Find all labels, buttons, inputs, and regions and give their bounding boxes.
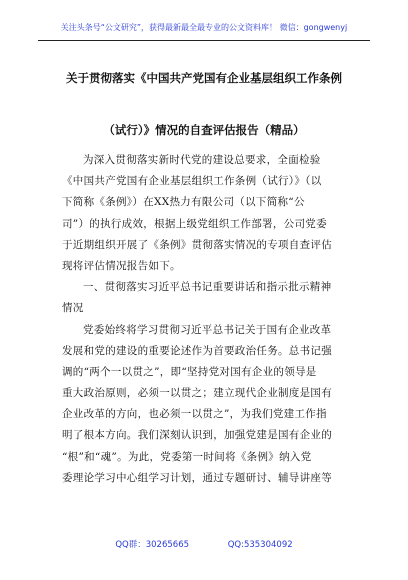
body-line: 《中国共产党国有企业基层组织工作条例（试行）》（以 [62, 175, 322, 188]
body-line: 明了根本方向。我们深刻认识到，加强党建是国有企业的 [62, 429, 332, 442]
body-line: 司”）的执行成效，根据上级党组织工作部署，公司党委 [62, 217, 327, 230]
body-line: 于近期组织开展了《条例》贯彻落实情况的专项自查评估 [62, 238, 332, 251]
footer-qq-number: QQ:535304092 [227, 540, 293, 550]
body-line: 调的“两个一以贯之”，即“坚持党对国有企业的领导是 [62, 365, 317, 378]
document-title-line-2: （试行）》情况的自查评估报告（精品） [103, 123, 305, 137]
body-line: “根”和“魂”。为此，党委第一时间将《条例》纳入党 [62, 450, 312, 463]
section-heading-line: 一、贯彻落实习近平总书记重要讲话和指示批示精神 [83, 281, 332, 294]
body-line: 党委始终将学习贯彻习近平总书记关于国有企业改革 [83, 323, 332, 336]
body-line: 现将评估情况报告如下。 [62, 259, 181, 272]
header-divider [38, 40, 370, 41]
body-line: 为深入贯彻落实新时代党的建设总要求，全面检验 [83, 154, 321, 166]
body-line: 下简称《条例》）在XX热力有限公司（以下简称“公 [62, 196, 305, 209]
header-promo-note: 关注头条号“公文研究”，获得最新最全最专业的公文资料库！ 微信：gongwenyj [60, 23, 348, 32]
body-line: 发展和党的建设的重要论述作为首要政治任务。总书记强 [62, 344, 332, 357]
footer-qq-group: QQ群：30265665 [115, 540, 190, 550]
body-line: 重大政治原则，必须一以贯之；建立现代企业制度是国有 [62, 387, 332, 400]
document-title-line-1: 关于贯彻落实《中国共产党国有企业基层组织工作条例 [66, 71, 342, 85]
body-line: 委理论学习中心组学习计划，通过专题研讨、辅导讲座等 [62, 471, 332, 484]
body-line: 企业改革的方向，也必须一以贯之”，为我们党建工作指 [62, 408, 327, 421]
footer-contact [60, 538, 348, 550]
document-body [62, 150, 354, 489]
section-heading-line: 情况 [62, 302, 84, 315]
